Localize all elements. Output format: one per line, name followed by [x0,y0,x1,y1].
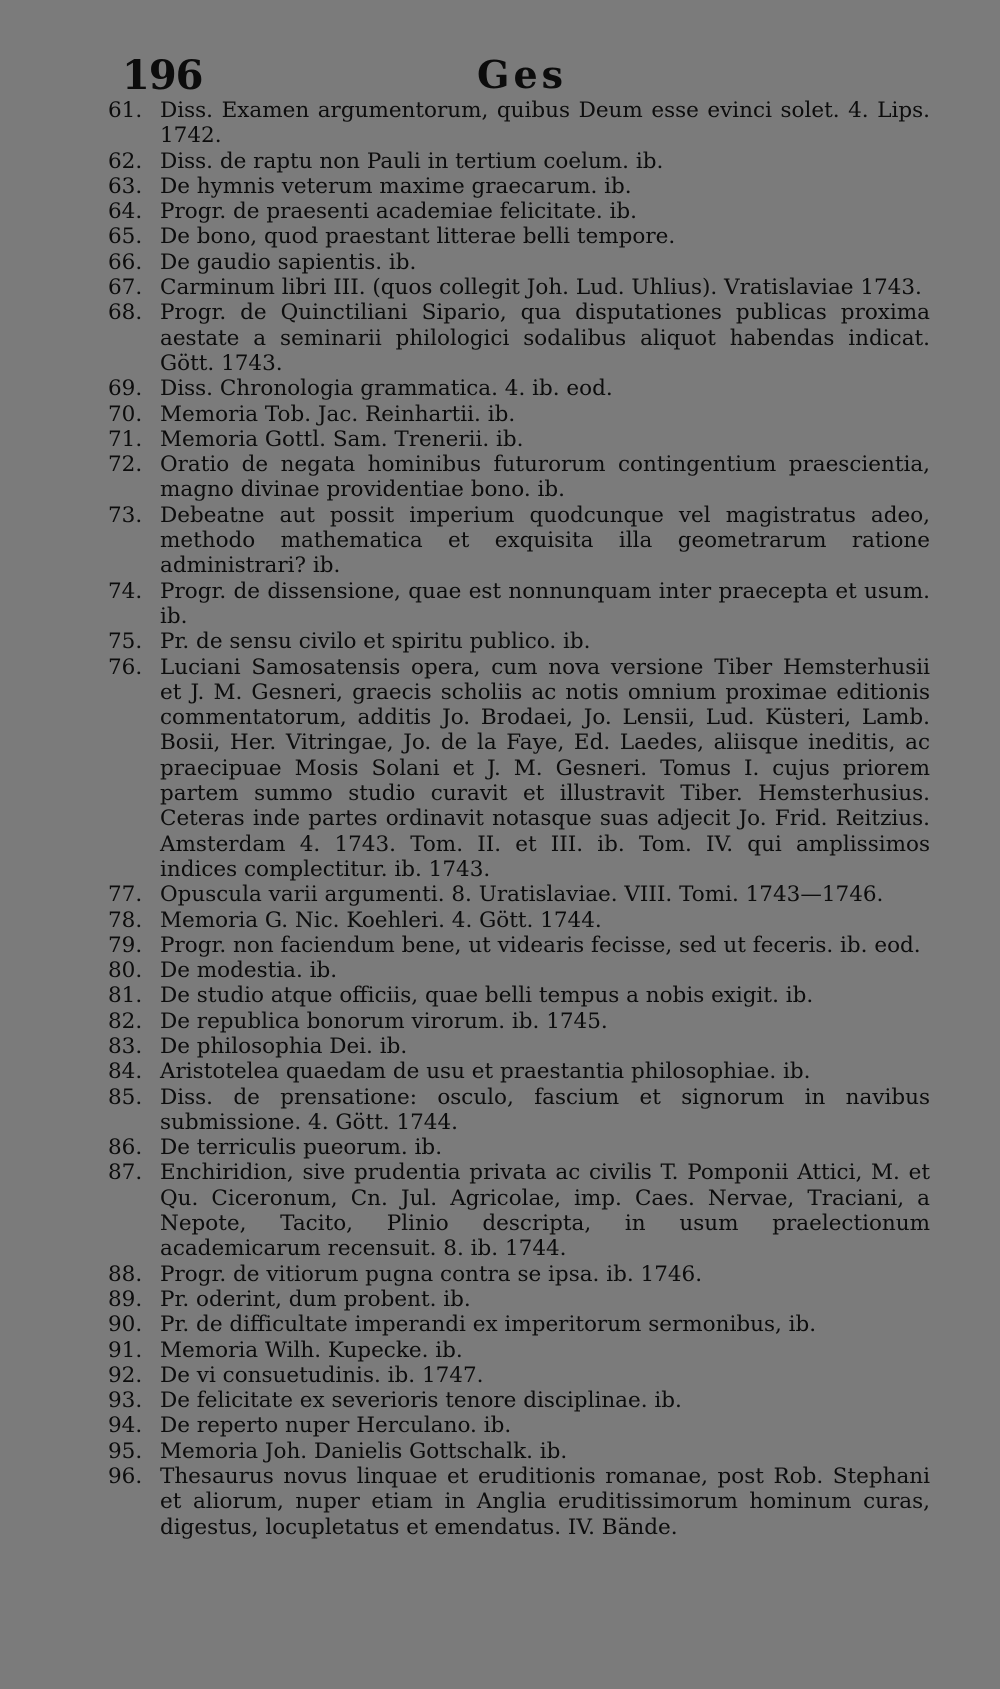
list-item [108,882,930,907]
list-item [108,1059,930,1084]
entry-number: 89. [108,1286,143,1312]
entry-text: Memoria Joh. Danielis Gottschalk. ib. [160,1438,568,1464]
entry-text: De reperto nuper Herculano. ib. [160,1413,512,1439]
entry-number: 71. [108,426,143,452]
entry-number: 94. [108,1413,143,1439]
entry-text: De felicitate ex severioris tenore disciplinae. ib. [160,1388,682,1414]
entry-number: 76. [108,654,143,680]
entry-text: Diss. de raptu non Pauli in tertium coelum. ib. [160,148,664,174]
entry-number: 82. [108,1008,143,1034]
list-item [108,908,930,933]
entry-text: De philosophia Dei. ib. [160,1033,408,1059]
list-item [108,983,930,1008]
entry-number: 86. [108,1135,143,1161]
page-number: 196 [122,52,203,99]
list-item [108,224,930,249]
entry-text: Debeatne aut possit imperium quodcunque vel magistratus adeo, methodo mathematica et exquisita illa geometrarum ratione administrari? ib. [160,502,930,579]
list-item [108,1338,930,1363]
list-item [108,1085,930,1136]
list-item [108,1287,930,1312]
entry-text: Pr. oderint, dum probent. ib. [160,1286,471,1312]
entry-number: 84. [108,1059,143,1085]
entry-number: 92. [108,1362,143,1388]
entry-number: 88. [108,1261,143,1287]
list-item [108,1160,930,1261]
entry-text: Carminum libri III. (quos collegit Joh. Lud. Uhlius). Vratislaviae 1743. [160,275,922,301]
list-item [108,149,930,174]
entry-number: 79. [108,932,143,958]
entry-text: Memoria Wilh. Kupecke. ib. [160,1337,463,1363]
entry-text: Aristotelea quaedam de usu et praestantia philosophiae. ib. [160,1059,811,1085]
list-item [108,452,930,503]
entry-text: Diss. Chronologia grammatica. 4. ib. eod. [160,376,613,402]
entry-text: De hymnis veterum maxime graecarum. ib. [160,173,632,199]
entry-number: 67. [108,275,143,301]
list-item [108,1388,930,1413]
list-item [108,958,930,983]
entry-text: De vi consuetudinis. ib. 1747. [160,1362,484,1388]
entry-text: Luciani Samosatensis opera, cum nova versione Tiber Hemsterhusii et J. M. Gesneri, graecis scholiis ac notis omnium proximae editionis commentatorum, additis Jo. Brodaei, Jo. Lensii, Lud. Küsteri, Lamb. Bosii, Her. Vitringae, Jo. de la Faye, Ed. Laedes, aliisque ineditis, ac praecipuae Mosis Solani et J. M. Gesneri. Tomus I. cujus priorem partem summo studio curavit et illustravit Tiber. Hemsterhusius. Ceteras inde partes ordinavit notasque suas adjecit Jo. Frid. Reitzius. Amsterdam 4. 1743. Tom. II. et III. ib. Tom. IV. qui amplissimos indices complectitur. ib. 1743. [160,654,930,882]
list-item [108,1262,930,1287]
entry-number: 96. [108,1464,143,1490]
entry-number: 66. [108,249,143,275]
entry-number: 74. [108,578,143,604]
entry-number: 61. [108,98,143,123]
entry-number: 75. [108,629,143,655]
entry-number: 91. [108,1337,143,1363]
running-head: Ges [477,52,568,97]
entry-number: 87. [108,1160,143,1186]
entry-text: De modestia. ib. [160,958,338,984]
list-item [108,174,930,199]
list-item [108,1413,930,1438]
entry-text: Thesaurus novus linquae et eruditionis romanae, post Rob. Stephani et aliorum, nuper etiam in Anglia eruditissimorum hominum curas, digestus, locupletatus et emendatus. IV. Bände. [160,1464,930,1540]
list-item [108,579,930,630]
list-item [108,1135,930,1160]
entry-number: 81. [108,983,143,1009]
list-item [108,199,930,224]
entry-number: 78. [108,907,143,933]
list-item [108,300,930,376]
entry-number: 72. [108,452,143,478]
entry-text: Progr. non faciendum bene, ut videaris fecisse, sed ut feceris. ib. eod. [160,932,921,958]
entry-number: 95. [108,1438,143,1464]
list-item [108,275,930,300]
entry-text: Progr. de praesenti academiae felicitate. ib. [160,199,638,225]
entry-text: Progr. de Quinctiliani Sipario, qua disputationes publicas proxima aestate a seminarii philologici sodalibus aliquot habendas indicat. Gött. 1743. [160,300,930,376]
entry-text: Memoria Gottl. Sam. Trenerii. ib. [160,426,524,452]
entry-number: 90. [108,1312,143,1338]
list-item [108,655,930,883]
list-item [108,1312,930,1337]
entry-text: Diss. Examen argumentorum, quibus Deum esse evinci solet. 4. Lips. 1742. [160,98,930,149]
list-item [108,1439,930,1464]
entry-number: 70. [108,401,143,427]
entry-text: Memoria Tob. Jac. Reinhartii. ib. [160,401,516,427]
list-item [108,1034,930,1059]
entry-number: 63. [108,173,143,199]
entry-text: Oratio de negata hominibus futurorum contingentium praescientia, magno divinae providentiae bono. ib. [160,452,930,503]
list-item [108,98,930,149]
bibliography-list [108,98,930,1540]
entry-text: De bono, quod praestant litterae belli tempore. [160,224,676,250]
list-item [108,250,930,275]
list-item [108,1464,930,1540]
entry-number: 83. [108,1033,143,1059]
entry-text: Progr. de vitiorum pugna contra se ipsa. ib. 1746. [160,1261,703,1287]
list-item [108,503,930,579]
entry-number: 69. [108,376,143,402]
entry-number: 85. [108,1084,143,1110]
page-header [122,52,932,102]
entry-number: 73. [108,502,143,528]
entry-text: Progr. de dissensione, quae est nonnunquam inter praecepta et usum. ib. [160,578,930,629]
list-item [108,933,930,958]
list-item [108,1363,930,1388]
list-item [108,1009,930,1034]
entry-text: De terriculis pueorum. ib. [160,1135,443,1161]
list-item [108,427,930,452]
entry-number: 77. [108,882,143,908]
entry-text: De gaudio sapientis. ib. [160,249,417,275]
list-item [108,402,930,427]
entry-number: 65. [108,224,143,250]
entry-text: Diss. de prensatione: osculo, fascium et signorum in navibus submissione. 4. Gött. 1744. [160,1084,930,1135]
entry-text: Pr. de difficultate imperandi ex imperitorum sermonibus, ib. [160,1312,817,1338]
entry-number: 93. [108,1388,143,1414]
entry-number: 64. [108,199,143,225]
list-item [108,629,930,654]
entry-text: Enchiridion, sive prudentia privata ac civilis T. Pomponii Attici, M. et Qu. Ciceronum, Cn. Jul. Agricolae, imp. Caes. Nervae, Traciani, a Nepote, Tacito, Plinio descripta, in usum praelectionum academicarum recensuit. 8. ib. 1744. [160,1160,930,1262]
entry-number: 62. [108,148,143,174]
entry-text: De republica bonorum virorum. ib. 1745. [160,1008,608,1034]
entry-number: 68. [108,300,143,326]
entry-text: Memoria G. Nic. Koehleri. 4. Gött. 1744. [160,907,602,933]
entry-number: 80. [108,958,143,984]
entry-text: Pr. de sensu civilo et spiritu publico. ib. [160,629,591,655]
entry-text: Opuscula varii argumenti. 8. Uratislaviae. VIII. Tomi. 1743—1746. [160,882,884,908]
list-item [108,376,930,401]
entry-text: De studio atque officiis, quae belli tempus a nobis exigit. ib. [160,983,814,1009]
